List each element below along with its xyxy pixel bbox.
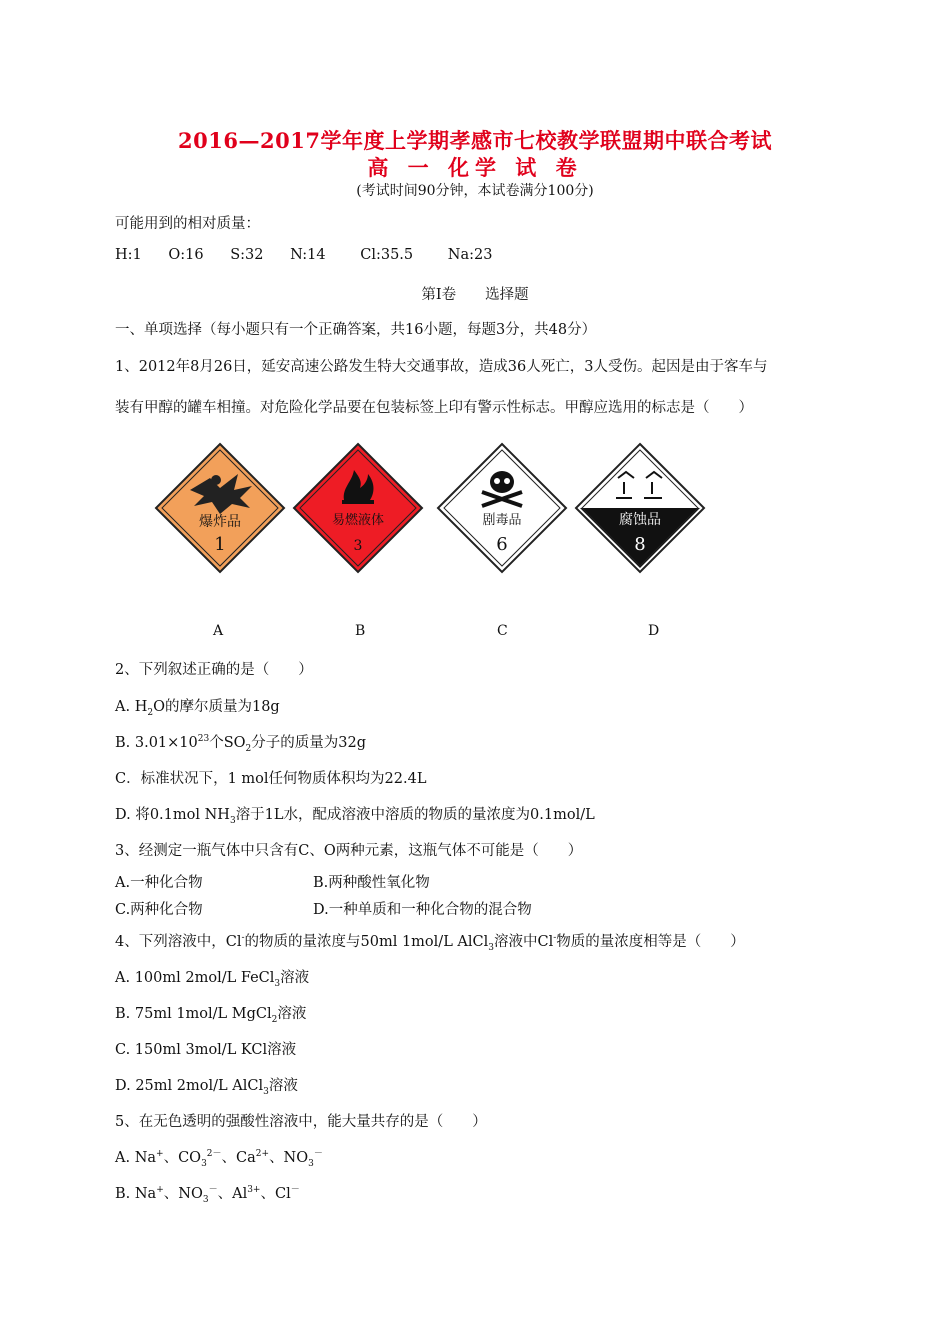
mass-item: H:1	[115, 247, 142, 263]
part-heading: 第Ⅰ卷 选择题	[421, 287, 529, 303]
mass-item: Na:23	[447, 247, 493, 263]
q5-option-b: B. Na+、$NO_3^-$、$Al^{3+}$、Cl－	[115, 1185, 300, 1205]
q4-option-b: B. 75ml 1mol/L MgCl$_2$溶液	[115, 1006, 307, 1025]
q5-stem: 5、在无色透明的强酸性溶液中，能大量共存的是（ ）	[115, 1114, 487, 1130]
q2-option-c: C．标准状况下，1 mol任何物质体积均为22.4L	[115, 771, 427, 787]
hazard-signs	[150, 428, 710, 588]
q3-option-b: B.两种酸性氧化物	[313, 875, 430, 891]
q4-option-c: C. 150ml 3mol/L KCl溶液	[115, 1042, 297, 1058]
option-letter: D	[648, 623, 660, 639]
exam-subject: 高 一 化学 试 卷	[367, 155, 583, 180]
q4-stem: 4、下列溶液中，Cl-的物质的量浓度与50ml 1mol/L AlCl$_3$溶液中Cl-物质的量浓度相等是（ ）	[115, 933, 745, 953]
q2-option-b: B. $3.01\times 10^{23}$个$SO_2$分子的质量为32g	[115, 734, 367, 754]
q3-option-d: D.一种单质和一种化合物的混合物	[313, 902, 532, 918]
mass-item: S:32	[230, 247, 264, 263]
toxic-sign	[438, 444, 566, 572]
q1-stem-line2: 装有甲醇的罐车相撞。对危险化学品要在包装标签上印有警示性标志。甲醇应选用的标志是（ ）	[115, 400, 753, 416]
sign-label: 腐蚀品	[619, 512, 661, 528]
q2-option-a: A. $H_2O$的摩尔质量为18g	[115, 699, 280, 718]
option-letter: C	[497, 623, 508, 639]
q3-stem: 3、经测定一瓶气体中只含有C、O两种元素，这瓶气体不可能是（ ）	[115, 843, 583, 859]
q4-option-d: D. 25ml 2mol/L AlCl$_3$溶液	[115, 1078, 298, 1097]
explosive-sign	[156, 444, 284, 572]
exam-title: 2016—2017学年度上学期孝感市七校教学联盟期中联合考试	[178, 128, 772, 153]
q2-option-d: D. 将0.1mol $NH_3$溶于1L水，配成溶液中溶质的物质的量浓度为0.1mol/L	[115, 807, 595, 826]
sign-number: 8	[634, 534, 646, 555]
option-letter: B	[355, 623, 366, 639]
mass-item: O:16	[168, 247, 204, 263]
exam-note: (考试时间90分钟，本试卷满分100分)	[356, 183, 594, 199]
masses-label: 可能用到的相对质量：	[115, 216, 260, 232]
sign-label: 剧毒品	[482, 513, 522, 528]
q3-option-a: A.一种化合物	[115, 875, 203, 891]
corrosive-sign	[576, 444, 704, 572]
q4-option-a: A. 100ml 2mol/L FeCl$_3$溶液	[115, 970, 310, 989]
masses-list	[115, 247, 492, 263]
q3-option-c: C.两种化合物	[115, 902, 203, 918]
mass-item: Cl:35.5	[360, 247, 414, 263]
q2-stem: 2、下列叙述正确的是（ ）	[115, 662, 313, 678]
option-letter: A	[213, 623, 224, 639]
sign-label: 易燃液体	[331, 513, 385, 528]
section-heading: 一、单项选择（每小题只有一个正确答案，共16小题，每题3分，共48分）	[115, 322, 597, 338]
flammable-sign	[294, 444, 422, 572]
sign-number: 3	[353, 538, 363, 554]
q1-stem-line1: 1、2012年8月26日，延安高速公路发生特大交通事故，造成36人死亡，3人受伤。起因是由于客车与	[115, 359, 768, 375]
q5-option-a: A. Na+、$CO_3^{2-}$、$Ca^{2+}$、$NO_3^-$	[115, 1149, 323, 1169]
mass-item: N:14	[290, 247, 326, 263]
sign-label: 爆炸品	[199, 514, 241, 530]
sign-number: 6	[496, 534, 508, 555]
sign-number: 1	[214, 534, 226, 555]
